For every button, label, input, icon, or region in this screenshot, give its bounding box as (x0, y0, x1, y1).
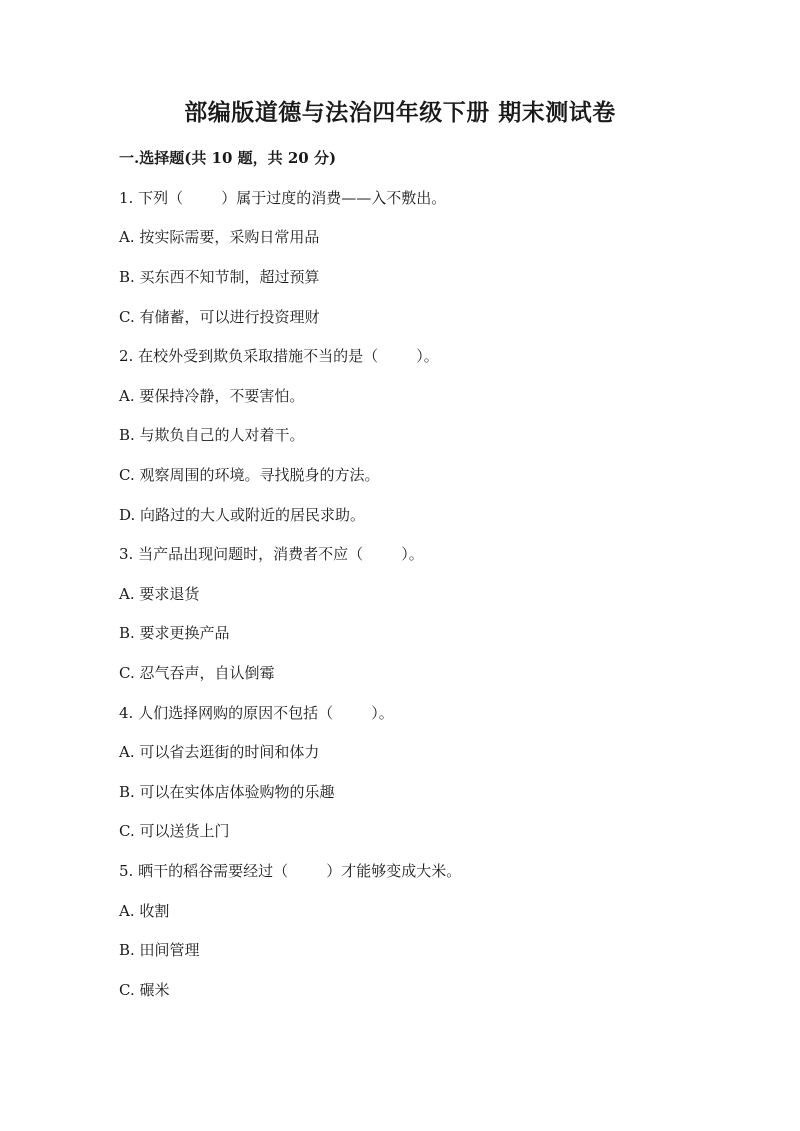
question-3-option-a: A. 要求退货 (119, 585, 200, 603)
question-5-option-a: A. 收割 (119, 902, 170, 920)
question-1-option-a: A. 按实际需要，采购日常用品 (119, 228, 320, 246)
question-5-stem: 5. 晒干的稻谷需要经过（ ）才能够变成大米。 (119, 862, 462, 880)
question-2-option-d: D. 向路过的大人或附近的居民求助。 (119, 506, 366, 524)
question-5-option-b: B. 田间管理 (119, 941, 200, 959)
page-title: 部编版道德与法治四年级下册 期末测试卷 (184, 99, 616, 126)
question-4-option-b: B. 可以在实体店体验购物的乐趣 (119, 783, 335, 801)
section-header: 一.选择题(共 10 题，共 20 分) (119, 149, 337, 167)
question-3-stem: 3. 当产品出现问题时，消费者不应（ ）。 (119, 545, 424, 563)
question-2-option-c: C. 观察周围的环境。寻找脱身的方法。 (119, 466, 380, 484)
question-1-option-c: C. 有储蓄，可以进行投资理财 (119, 308, 320, 326)
question-4-stem: 4. 人们选择网购的原因不包括（ ）。 (119, 704, 394, 722)
question-4-option-c: C. 可以送货上门 (119, 822, 230, 840)
question-2-stem: 2. 在校外受到欺负采取措施不当的是（ ）。 (119, 347, 439, 365)
question-4-option-a: A. 可以省去逛街的时间和体力 (119, 743, 320, 761)
question-3-option-c: C. 忍气吞声，自认倒霉 (119, 664, 275, 682)
question-1-stem: 1. 下列（ ）属于过度的消费——入不敷出。 (119, 189, 447, 207)
question-1-option-b: B. 买东西不知节制，超过预算 (119, 268, 320, 286)
question-3-option-b: B. 要求更换产品 (119, 624, 230, 642)
question-2-option-b: B. 与欺负自己的人对着干。 (119, 426, 305, 444)
question-2-option-a: A. 要保持冷静，不要害怕。 (119, 387, 305, 405)
question-5-option-c: C. 碾米 (119, 981, 170, 999)
